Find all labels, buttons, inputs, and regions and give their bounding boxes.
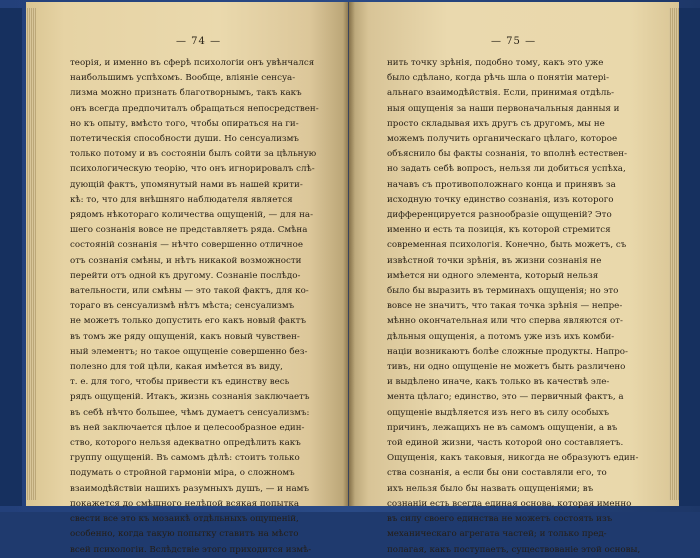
text-line: полезно для той цѣли, какая имѣется въ виду, (70, 362, 283, 373)
right-page-text (387, 56, 649, 558)
text-line: мѣнно окончательная или что сперва являются от- (387, 316, 623, 327)
text-line: начавъ съ противоположнаго конца и принявъ за (387, 179, 616, 190)
text-line: имѣется ни одного элемента, который нельзя (387, 270, 599, 281)
text-line: въ себѣ нѣчто большее, чѣмъ думаетъ сенсуализмъ: (70, 407, 310, 418)
text-line: всей психологіи. Вслѣдствіе этого приходится измѣ- (70, 544, 312, 555)
text-line: нить точку зрѣнія, подобно тому, какъ это уже (387, 58, 604, 68)
text-line: особенно, когда такую попытку ставитъ на мѣсто (70, 529, 299, 540)
text-line: вательности, или смѣны — это такой фактъ, для ко- (70, 286, 309, 297)
right-page-edges (669, 8, 679, 500)
text-line: полагая, какъ поступаетъ, существованіе этой основы, (387, 544, 641, 555)
text-line: психологическую теорію, что онъ игнорировалъ слѣ- (70, 164, 315, 175)
text-line: состояній сознанія — нѣчто совершенно отличное (70, 240, 303, 251)
text-line: только потому и въ состояніи былъ сойти за цѣльную (70, 149, 317, 160)
text-line: т. е. для того, чтобы привести къ единству весь (70, 377, 290, 388)
left-page-edges (26, 8, 36, 500)
text-line: но задать себѣ вопросъ, нельзя ли добиться успѣха, (387, 164, 626, 175)
text-line: было сдѣлано, когда рѣчь шла о понятіи матері- (387, 73, 610, 84)
text-line: тивъ, ни одно ощущеніе не можетъ быть различено (387, 362, 626, 373)
book-cover-right-edge (678, 8, 700, 506)
right-page (349, 2, 679, 555)
text-line: просто складывая ихъ другъ съ другомъ, мы не (387, 118, 605, 129)
text-line: кѣ: то, что для внѣшняго наблюдателя является (70, 194, 293, 205)
text-line: ныя ощущенія за наши первоначальныя данныя и (387, 103, 620, 114)
text-line: дѣльныя ощущенія, а потомъ уже изъ ихъ комби- (387, 331, 615, 342)
text-line: Ощущенія, какъ таковыя, никогда не образуютъ един- (387, 453, 639, 464)
text-line: ный элементъ; но такое ощущеніе совершенно без- (70, 346, 308, 357)
text-line: въ томъ же ряду ощущеній, какъ новый чувствен- (70, 331, 300, 342)
text-line: потетическія способности души. Но сенсуализмъ (70, 134, 299, 145)
text-line: подумать о стройной гармоніи міра, о сложномъ (70, 468, 295, 479)
text-line: и выдѣлено иначе, какъ только въ качествѣ эле- (387, 377, 610, 388)
text-line: механическаго агрегата частей; и только пред- (387, 529, 607, 540)
text-line: наибольшимъ успѣхомъ. Вообще, вліяніе сенсуа- (70, 73, 296, 84)
text-line: теорія, и именно въ сферѣ психологіи онъ увѣнчался (70, 58, 315, 68)
text-line: исходную точку единство сознанія, изъ которого (387, 194, 614, 205)
text-line: свести все это къ мозаикѣ отдѣльныхъ ощущеній, (70, 514, 299, 525)
text-line: сознаніи есть всегда единая основа, которая именно (387, 498, 632, 509)
text-line: дифференцируется разнообразіе ощущеній? Это (387, 210, 612, 221)
text-line: ство, которого нельзя адекватно опредѣлить какъ (70, 438, 301, 449)
text-line: ства сознанія, а если бы они составляли его, то (387, 468, 607, 479)
text-line: шего сознанія вовсе не представляетъ ряда. Смѣна (70, 225, 308, 236)
book-cover-left-edge (0, 8, 22, 506)
text-line: причинъ, лежащихъ не въ самомъ ощущеніи, а въ (387, 422, 618, 433)
text-line: взаимодѣйствіи нашихъ разумныхъ душъ, — и намъ (70, 483, 309, 494)
text-line: можемъ получить органическаго цѣлаго, которое (387, 134, 618, 145)
text-line: перейти отъ одной къ другому. Сознаніе послѣдо- (70, 270, 301, 281)
text-line: группу ощущеній. Въ самомъ дѣлѣ: стоитъ только (70, 453, 300, 464)
text-line: тораго въ сенсуализмѣ нѣтъ мѣста; сенсуализмъ (70, 301, 295, 312)
text-line: рядомъ нѣкотораго количества ощущеній, — для на- (70, 210, 314, 221)
text-line: не можетъ только допустить его какъ новый фактъ (70, 316, 306, 327)
page-number-right: — 75 — (491, 36, 537, 47)
text-line: покажется до смѣшного нелѣпой всякая попытка (70, 498, 300, 509)
text-line: лизма можно признать благотворнымъ, такъ какъ (70, 88, 302, 99)
text-line: мента цѣлаго; единство, это — первичный фактъ, а (387, 392, 624, 403)
text-line: ощущеніе выдѣляется изъ него въ силу особыхъ (387, 407, 609, 418)
text-line: альнаго взаимодѣйствія. Если, принимая отдѣль- (387, 88, 614, 99)
text-line: дующій фактъ, упомянутый нами въ нашей крити- (70, 179, 303, 190)
text-line: объяснило бы факты сознанія, то вполнѣ естествен- (387, 149, 628, 160)
text-line: рядъ ощущеній. Итакъ, жизнь сознанія заключаетъ (70, 392, 310, 403)
text-line: именно и есть та позиція, къ которой стремится (387, 225, 611, 236)
text-line: извѣстной точки зрѣнія, въ жизни сознанія не (387, 255, 602, 266)
text-line: вовсе не значитъ, что такая точка зрѣнія — непре- (387, 301, 623, 312)
text-line: современная психологія. Конечно, быть можетъ, съ (387, 240, 627, 251)
text-line: въ силу своего единства не можетъ состоять изъ (387, 514, 613, 525)
text-line: въ ней заключается цѣлое и целесообразное един- (70, 422, 305, 433)
text-line: той единой жизни, часть которой оно составляетъ. (387, 438, 624, 449)
page-number-left: — 74 — (176, 36, 222, 47)
text-line: ихъ нельзя было бы назвать ощущеніями; въ (387, 483, 594, 494)
text-line: отъ сознанія смѣны, и нѣтъ никакой возможности (70, 255, 302, 266)
book-gutter (343, 2, 355, 506)
left-page (26, 2, 348, 555)
left-page-text (70, 56, 328, 558)
text-line: но къ опыту, вмѣсто того, чтобы опираться на ги- (70, 118, 299, 129)
text-line: націи возникаютъ болѣе сложные продукты. Напро- (387, 346, 628, 357)
text-line: было бы выразить въ терминахъ ощущенія; но это (387, 286, 619, 297)
text-line: онъ всегда предпочиталъ обращаться непосредствен- (70, 103, 319, 114)
